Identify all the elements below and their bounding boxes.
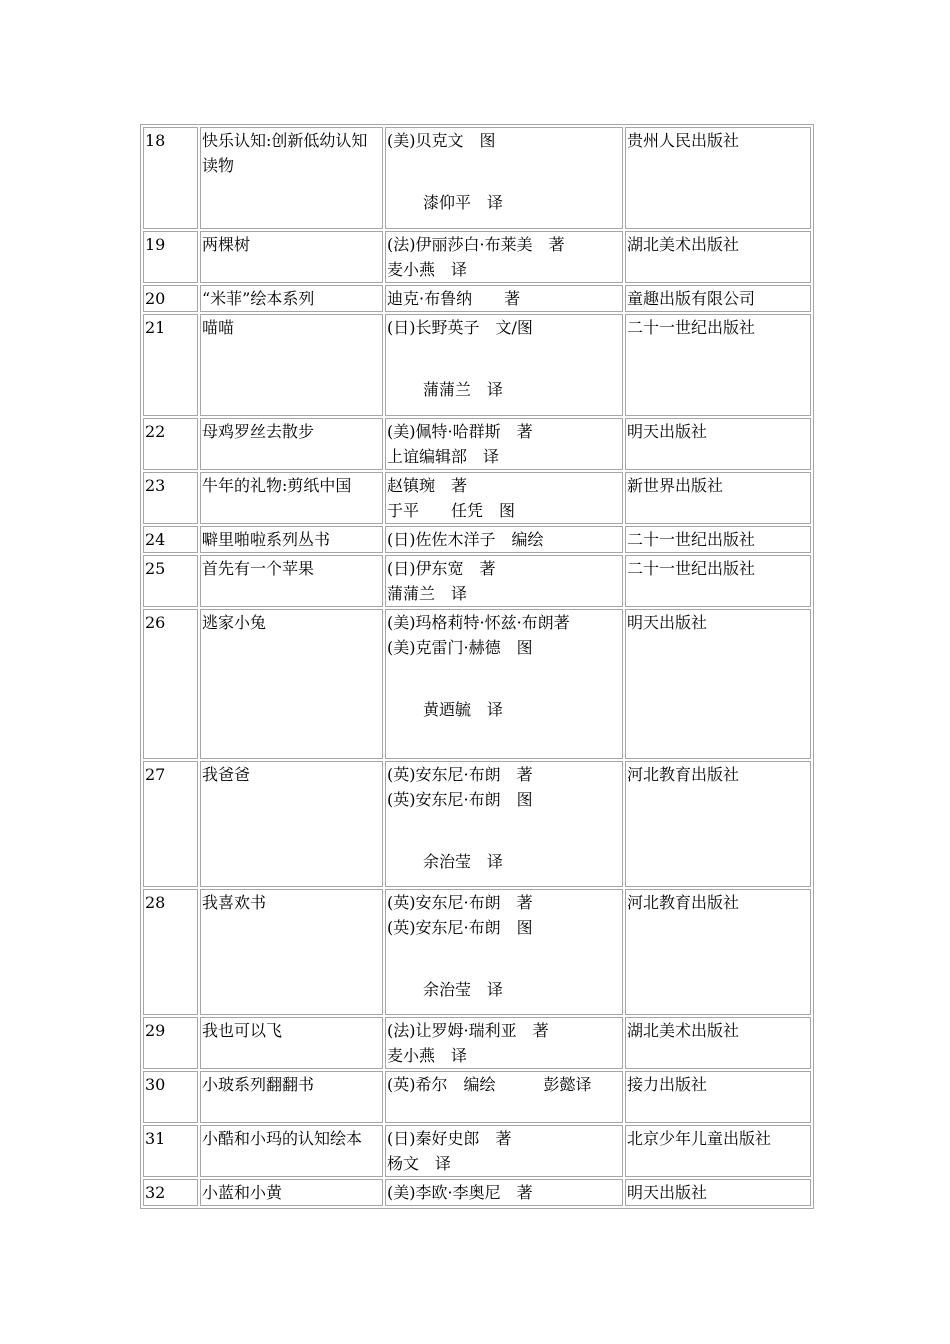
- credit-line: (英)安东尼·布朗 著: [387, 765, 533, 784]
- book-credits: [385, 555, 623, 607]
- row-number: 19: [143, 231, 198, 283]
- publisher: 明天出版社: [625, 1179, 811, 1206]
- row-number: 29: [143, 1017, 198, 1069]
- row-number: 26: [143, 609, 198, 759]
- book-title: 噼里啪啦系列丛书: [200, 526, 383, 553]
- row-number: 31: [143, 1125, 198, 1177]
- credit-line: 蒲蒲兰 译: [423, 380, 504, 399]
- credit-line: (法)伊丽莎白·布莱美 著: [387, 235, 565, 254]
- credit-line: (英)希尔 编绘 彭懿译: [387, 1075, 592, 1094]
- credit-line: (美)玛格莉特·怀兹·布朗著: [387, 613, 570, 632]
- table-row: [143, 555, 811, 607]
- credit-line: 黄迺毓 译: [423, 700, 504, 719]
- publisher: 二十一世纪出版社: [625, 314, 811, 416]
- table-row: [143, 1071, 811, 1123]
- credit-line: 迪克·布鲁纳 著: [387, 289, 521, 308]
- publisher: 河北教育出版社: [625, 761, 811, 887]
- credit-line: [387, 153, 621, 190]
- book-list-body: [143, 127, 811, 1206]
- publisher: 湖北美术出版社: [625, 231, 811, 283]
- book-title: “米菲”绘本系列: [200, 285, 383, 312]
- credit-line: [387, 812, 621, 849]
- row-number: 24: [143, 526, 198, 553]
- publisher: 童趣出版有限公司: [625, 285, 811, 312]
- table-row: [143, 526, 811, 553]
- publisher: 接力出版社: [625, 1071, 811, 1123]
- credit-line: (日)佐佐木洋子 编绘: [387, 530, 544, 549]
- table-row: [143, 761, 811, 887]
- book-title: 快乐认知:创新低幼认知读物: [200, 127, 383, 229]
- book-title: 两棵树: [200, 231, 383, 283]
- table-row: [143, 285, 811, 312]
- book-credits: [385, 889, 623, 1015]
- book-title: 牛年的礼物:剪纸中国: [200, 472, 383, 524]
- publisher: 二十一世纪出版社: [625, 555, 811, 607]
- credit-line: (美)佩特·哈群斯 著: [387, 422, 533, 441]
- book-title: 母鸡罗丝去散步: [200, 418, 383, 470]
- table-row: [143, 231, 811, 283]
- publisher: 明天出版社: [625, 418, 811, 470]
- credit-line: 余治莹 译: [423, 852, 504, 871]
- table-row: [143, 127, 811, 229]
- credit-line: 麦小燕 译: [387, 1046, 468, 1065]
- book-credits: [385, 761, 623, 887]
- row-number: 20: [143, 285, 198, 312]
- row-number: 18: [143, 127, 198, 229]
- book-credits: [385, 1179, 623, 1206]
- credit-line: 赵镇琬 著: [387, 476, 468, 495]
- publisher: 明天出版社: [625, 609, 811, 759]
- table-row: [143, 472, 811, 524]
- book-title: 喵喵: [200, 314, 383, 416]
- book-title: 逃家小兔: [200, 609, 383, 759]
- credit-line: (日)伊东宽 著: [387, 559, 496, 578]
- publisher: 湖北美术出版社: [625, 1017, 811, 1069]
- table-row: [143, 889, 811, 1015]
- credit-line: 杨文 译: [387, 1154, 452, 1173]
- book-credits: [385, 1017, 623, 1069]
- table-row: [143, 1179, 811, 1206]
- credit-line: 蒲蒲兰 译: [387, 584, 468, 603]
- credit-line: [387, 660, 621, 697]
- book-credits: [385, 526, 623, 553]
- book-credits: [385, 127, 623, 229]
- credit-line: 上谊编辑部 译: [387, 447, 500, 466]
- credit-line: 余治莹 译: [423, 980, 504, 999]
- table-row: [143, 1017, 811, 1069]
- credit-line: [387, 940, 621, 977]
- book-title: 我也可以飞: [200, 1017, 383, 1069]
- publisher: 新世界出版社: [625, 472, 811, 524]
- credit-line: (英)安东尼·布朗 图: [387, 790, 533, 809]
- credit-line: (法)让罗姆·瑞利亚 著: [387, 1021, 549, 1040]
- book-title: 小蓝和小黄: [200, 1179, 383, 1206]
- book-credits: [385, 314, 623, 416]
- publisher: 二十一世纪出版社: [625, 526, 811, 553]
- row-number: 30: [143, 1071, 198, 1123]
- credit-line: (美)克雷门·赫德 图: [387, 638, 533, 657]
- credit-line: (美)李欧·李奥尼 著: [387, 1183, 533, 1202]
- book-credits: [385, 1071, 623, 1123]
- table-row: [143, 1125, 811, 1177]
- credit-line: (英)安东尼·布朗 图: [387, 918, 533, 937]
- credit-line: [387, 340, 621, 377]
- publisher: 北京少年儿童出版社: [625, 1125, 811, 1177]
- credit-line: 漆仰平 译: [423, 193, 504, 212]
- row-number: 27: [143, 761, 198, 887]
- book-list-table: [140, 124, 814, 1209]
- book-credits: [385, 1125, 623, 1177]
- book-credits: [385, 609, 623, 759]
- row-number: 22: [143, 418, 198, 470]
- book-title: 小玻系列翻翻书: [200, 1071, 383, 1123]
- table-row: [143, 418, 811, 470]
- publisher: 河北教育出版社: [625, 889, 811, 1015]
- book-title: 我喜欢书: [200, 889, 383, 1015]
- table-row: [143, 609, 811, 759]
- row-number: 32: [143, 1179, 198, 1206]
- credit-line: (英)安东尼·布朗 著: [387, 893, 533, 912]
- book-credits: [385, 285, 623, 312]
- credit-line: (日)长野英子 文/图: [387, 318, 533, 337]
- publisher: 贵州人民出版社: [625, 127, 811, 229]
- book-credits: [385, 472, 623, 524]
- credit-line: 麦小燕 译: [387, 260, 468, 279]
- row-number: 21: [143, 314, 198, 416]
- book-title: 首先有一个苹果: [200, 555, 383, 607]
- book-credits: [385, 418, 623, 470]
- book-title: 我爸爸: [200, 761, 383, 887]
- credit-line: 于平 任凭 图: [387, 501, 516, 520]
- credit-line: (日)秦好史郎 著: [387, 1129, 512, 1148]
- credit-line: (美)贝克文 图: [387, 131, 496, 150]
- row-number: 23: [143, 472, 198, 524]
- table-row: [143, 314, 811, 416]
- row-number: 25: [143, 555, 198, 607]
- book-credits: [385, 231, 623, 283]
- book-title: 小酷和小玛的认知绘本: [200, 1125, 383, 1177]
- row-number: 28: [143, 889, 198, 1015]
